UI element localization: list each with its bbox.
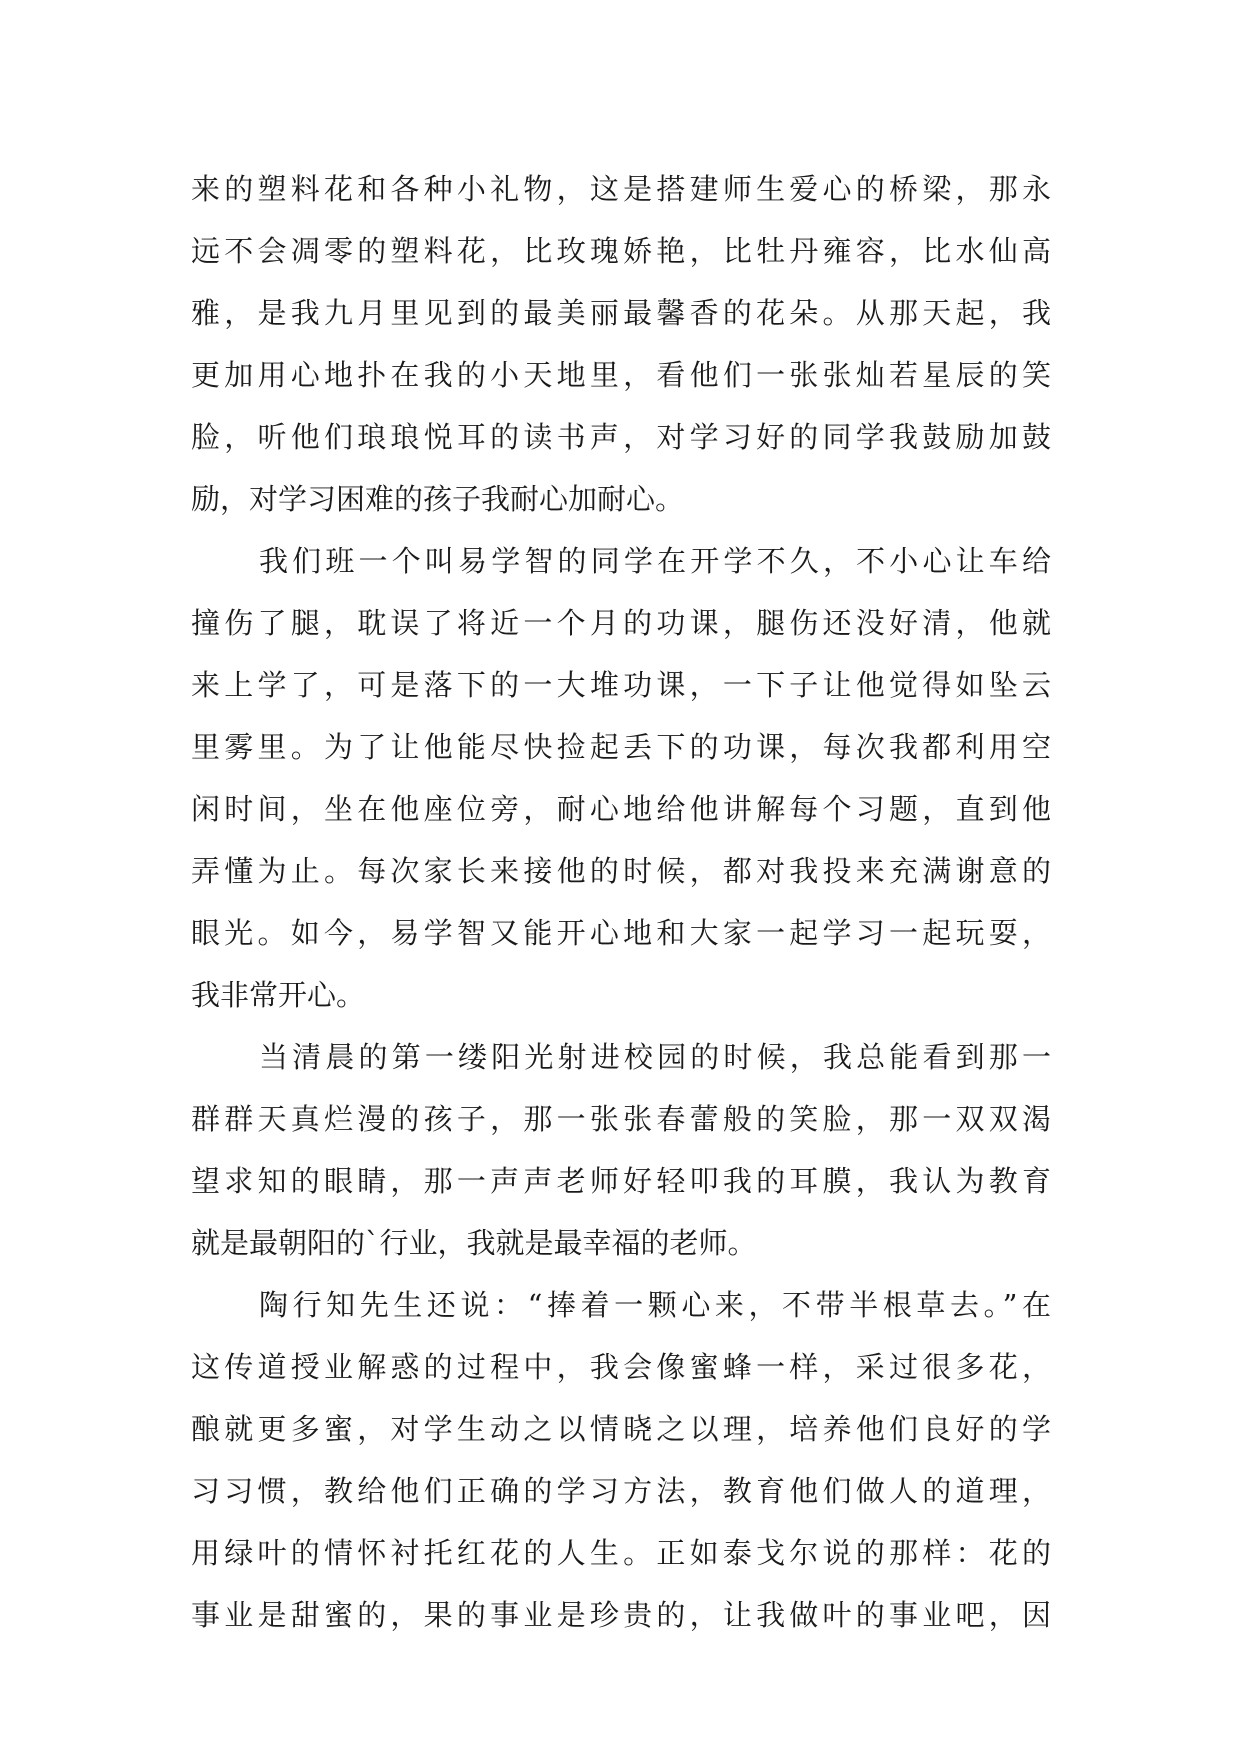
text-line: 事业是甜蜜的，果的事业是珍贵的，让我做叶的事业吧，因 xyxy=(191,1598,1051,1632)
text-line: 陶行知先生还说：“捧着一颗心来，不带半根草去。”在 xyxy=(259,1288,1051,1322)
text-line: 群群天真烂漫的孩子，那一张张春蕾般的笑脸，那一双双渴 xyxy=(191,1102,1051,1136)
text-line: 我们班一个叫易学智的同学在开学不久，不小心让车给 xyxy=(259,544,1051,578)
text-line: 更加用心地扑在我的小天地里，看他们一张张灿若星辰的笑 xyxy=(191,358,1051,392)
text-line: 来的塑料花和各种小礼物，这是搭建师生爱心的桥梁，那永 xyxy=(191,172,1051,206)
text-line: 励，对学习困难的孩子我耐心加耐心。 xyxy=(191,482,685,516)
text-line: 当清晨的第一缕阳光射进校园的时候，我总能看到那一 xyxy=(259,1040,1051,1074)
text-line: 闲时间，坐在他座位旁，耐心地给他讲解每个习题，直到他 xyxy=(191,792,1051,826)
text-line: 脸，听他们琅琅悦耳的读书声，对学习好的同学我鼓励加鼓 xyxy=(191,420,1051,454)
text-line: 来上学了，可是落下的一大堆功课，一下子让他觉得如坠云 xyxy=(191,668,1051,702)
text-line: 眼光。如今，易学智又能开心地和大家一起学习一起玩耍， xyxy=(191,916,1051,950)
text-line: 弄懂为止。每次家长来接他的时候，都对我投来充满谢意的 xyxy=(191,854,1051,888)
text-line: 习习惯，教给他们正确的学习方法，教育他们做人的道理， xyxy=(191,1474,1051,1508)
document-body xyxy=(191,158,1051,1646)
text-line: 撞伤了腿，耽误了将近一个月的功课，腿伤还没好清，他就 xyxy=(191,606,1051,640)
text-line: 望求知的眼睛，那一声声老师好轻叩我的耳膜，我认为教育 xyxy=(191,1164,1051,1198)
text-line: 这传道授业解惑的过程中，我会像蜜蜂一样，采过很多花， xyxy=(191,1350,1051,1384)
text-line: 用绿叶的情怀衬托红花的人生。正如泰戈尔说的那样：花的 xyxy=(191,1536,1051,1570)
text-line: 里雾里。为了让他能尽快捡起丢下的功课，每次我都利用空 xyxy=(191,730,1051,764)
text-line: 酿就更多蜜，对学生动之以情晓之以理，培养他们良好的学 xyxy=(191,1412,1051,1446)
text-line: 我非常开心。 xyxy=(191,978,366,1012)
text-line: 远不会凋零的塑料花，比玫瑰娇艳，比牡丹雍容，比水仙高 xyxy=(191,234,1051,268)
text-line: 就是最朝阳的`行业，我就是最幸福的老师。 xyxy=(191,1226,757,1260)
text-line: 雅，是我九月里见到的最美丽最馨香的花朵。从那天起，我 xyxy=(191,296,1051,330)
